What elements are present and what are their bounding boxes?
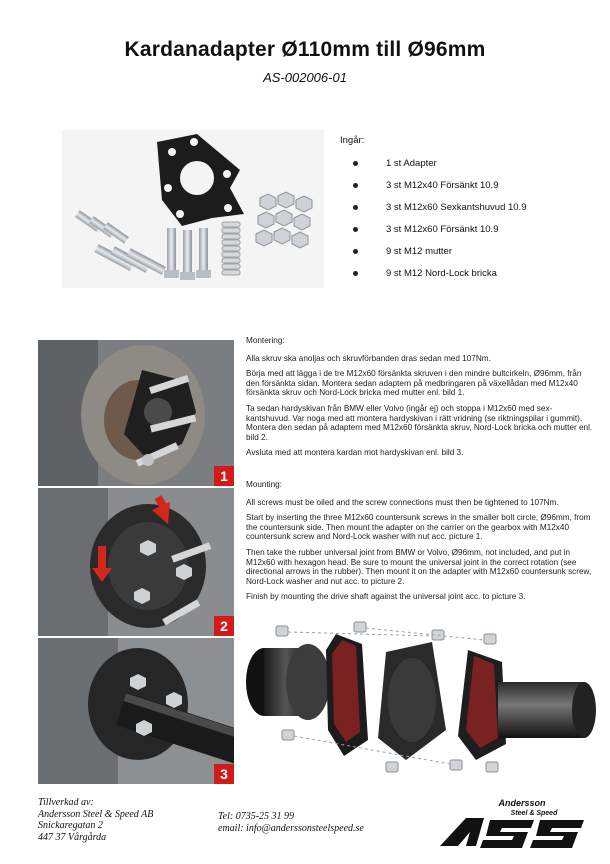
installation-photo-1 (38, 340, 234, 486)
list-item: 3 st M12x60 Försänkt 10.9 (340, 224, 590, 246)
svg-text:Steel & Speed: Steel & Speed (510, 810, 558, 817)
exploded-assembly-illustration (236, 620, 600, 784)
picture-badge: 1 (214, 466, 234, 486)
phone-number: Tel: 0735-25 31 99 (218, 811, 295, 822)
installation-photo-3 (38, 638, 234, 784)
includes-section (340, 135, 590, 290)
mounting-instructions-english (246, 480, 596, 608)
street-address: Snickaregatan 2 (38, 820, 103, 831)
section-heading: Montering: (246, 336, 285, 345)
paragraph: Alla skruv ska anoljas och skruvförbanden dras sedan med 107Nm. (246, 353, 491, 363)
paragraph: Börja med att lägga i de tre M12x60 försänkta skruven i den mindre bultcirkeln, Ø96mm, från den försänkta sidan. Montera sedan adaptern på medbringaren på växellådan med M12x40 försänkta skruv och Nord-Lock bricka med mutter enl. bild 1. (246, 369, 582, 398)
contact-info (218, 811, 364, 834)
manufacturer-address (38, 797, 153, 843)
list-item: 3 st M12x60 Sexkantshuvud 10.9 (340, 202, 590, 224)
paragraph: Finish by mounting the drive shaft against the universal joint acc. to picture 3. (246, 592, 526, 602)
page-title: Kardanadapter Ø110mm till Ø96mm (124, 38, 486, 61)
includes-heading: Ingår: (340, 135, 365, 146)
postal-address: 447 37 Vårgårda (38, 831, 107, 843)
picture-badge: 3 (214, 764, 234, 784)
product-photo (62, 130, 324, 288)
list-item: 9 st M12 mutter (340, 246, 590, 268)
list-item: 3 st M12x40 Försänkt 10.9 (340, 180, 590, 202)
company-logo (430, 796, 596, 854)
made-by-label: Tillverkad av: (38, 797, 94, 808)
email-address: email: info@anderssonsteelspeed.se (218, 822, 364, 834)
svg-text:Andersson: Andersson (498, 798, 546, 808)
paragraph: All screws must be oiled and the screw connections must then be tightened to 107Nm. (246, 497, 559, 507)
paragraph: Start by inserting the three M12x60 countersunk screws in the smaller bolt circle, Ø96mm, from the countersunk side. Then mount the adapter on the carrier on the gearbox with M12x40 countersunk screw and Nord-Lock washer with nut acc. picture 1. (246, 513, 591, 542)
installation-photo-2 (38, 488, 234, 636)
includes-list (340, 158, 590, 290)
picture-badge: 2 (214, 616, 234, 636)
part-number: AS-002006-01 (263, 70, 347, 85)
mounting-instructions-swedish (246, 336, 596, 464)
company-name: Andersson Steel & Speed AB (38, 808, 154, 820)
list-item: 9 st M12 Nord-Lock bricka (340, 268, 590, 290)
paragraph: Then take the rubber universal joint from BMW or Volvo, Ø96mm, not included, and put in M12x60 with hexagon head. Be sure to mount the universal joint in the correct rotation (see directional arrows in the rubber). Then mount it on the adapter with M12x60 countersunk screw, Nord-Lock washer and nut acc. to picture 2. (246, 547, 592, 586)
paragraph: Avsluta med att montera kardan mot hardyskivan enl. bild 3. (246, 448, 464, 458)
paragraph: Ta sedan hardyskivan från BMW eller Volvo (ingår ej) och stoppa i M12x60 med sex-kantshuvud. Var noga med att montera hardyskivan i rätt vridning (se riktningspilar i gummit). Montera den sedan på adaptern med M12x60 försänkta skruv, Nord-Lock bricka och mutter enl. bild 2. (246, 403, 593, 442)
section-heading: Mounting: (246, 480, 282, 489)
list-item: 1 st Adapter (340, 158, 590, 180)
